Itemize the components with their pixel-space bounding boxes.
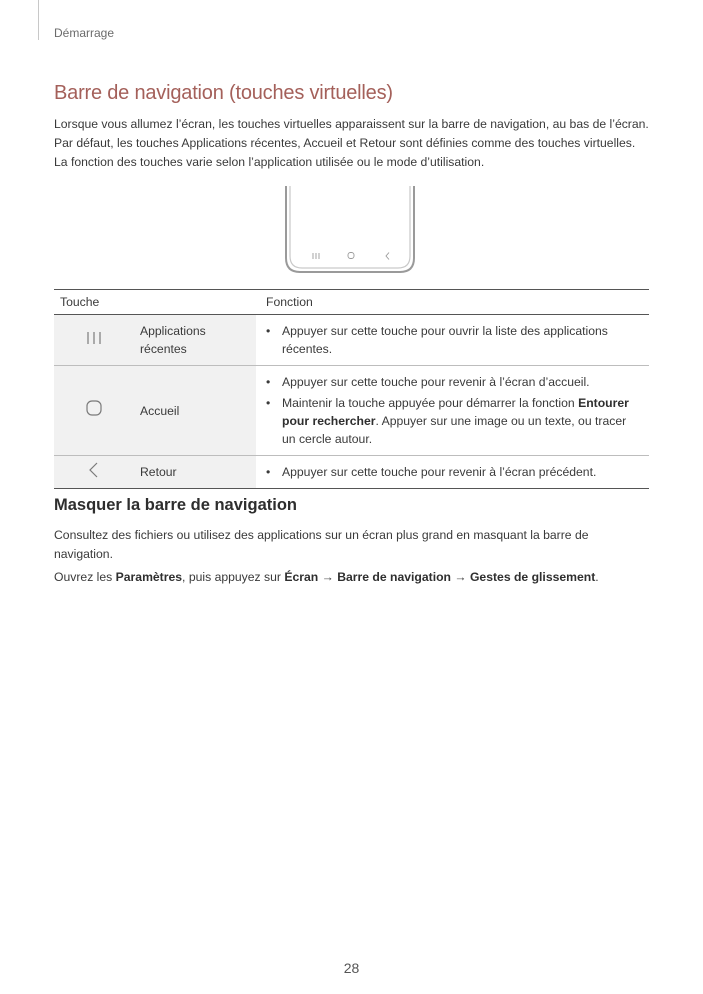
recent-apps-icon [84, 330, 104, 346]
key-description [256, 366, 649, 456]
header-touche: Touche [54, 290, 256, 315]
bullet-item [262, 463, 643, 481]
bullet-item [262, 322, 643, 358]
section-title: Barre de navigation (touches virtuelles) [54, 82, 393, 104]
phone-back-icon [386, 253, 389, 260]
key-description [256, 456, 649, 489]
key-name: Retour [134, 456, 256, 489]
bullet-list [262, 373, 643, 448]
home-icon [85, 399, 103, 417]
key-name: Accueil [134, 366, 256, 456]
text-run: , puis appuyez sur [182, 570, 285, 584]
bold-term: Gestes de glissement [469, 570, 596, 584]
phone-recent-apps-icon [313, 253, 319, 259]
text-run: → [450, 570, 470, 584]
table-row [54, 366, 649, 456]
bullet-item [262, 373, 643, 391]
back-icon [87, 461, 101, 479]
key-icon-cell [54, 366, 134, 456]
subsection-paragraph: Consultez des fichiers ou utilisez des applications sur un écran plus grand en masquant la barre de navigation. [54, 528, 589, 561]
text-run: Appuyer sur cette touche pour ouvrir la liste des applications récentes. [282, 324, 608, 356]
text-run: . [595, 570, 599, 584]
phone-navigation-bar-illustration [282, 186, 418, 274]
page-edge-rule [38, 0, 39, 40]
bold-term: Entourer pour rechercher [282, 396, 629, 428]
key-icon-cell [54, 315, 134, 366]
bold-term: Barre de navigation [337, 570, 451, 584]
header-fonction: Fonction [256, 290, 649, 315]
key-name: Applications récentes [134, 315, 256, 366]
text-run: Maintenir la touche appuyée pour démarrer la fonction [282, 396, 579, 410]
navigation-keys-table [54, 289, 649, 489]
table-row [54, 456, 649, 489]
intro-paragraph: Lorsque vous allumez l’écran, les touches virtuelles apparaissent sur la barre de navigation, au bas de l’écran. Par défaut, les touches Applications récentes, Accueil et Retour sont définies comme des touches virtuelles. La fonction des touches varie selon l’application utilisée ou le mode d’utilisation. [54, 117, 649, 169]
bullet-list [262, 463, 643, 481]
text-run: Appuyer sur cette touche pour revenir à l’écran d’accueil. [282, 375, 590, 389]
bold-term: Paramètres [115, 570, 183, 584]
bullet-list [262, 322, 643, 358]
text-run: → [318, 570, 338, 584]
subsection-title: Masquer la barre de navigation [54, 496, 297, 514]
text-run: Ouvrez les [54, 570, 116, 584]
key-description [256, 315, 649, 366]
table-row [54, 315, 649, 366]
page-number: 28 [343, 960, 360, 976]
bullet-item [262, 394, 643, 448]
table-header-row [54, 290, 649, 315]
settings-path-paragraph [54, 568, 649, 587]
bold-term: Écran [284, 570, 319, 584]
text-run: . Appuyer sur une image ou un texte, ou tracer un cercle autour. [282, 414, 627, 446]
key-icon-cell [54, 456, 134, 489]
chapter-label: Démarrage [54, 26, 115, 40]
phone-home-icon [348, 253, 354, 259]
text-run: Appuyer sur cette touche pour revenir à l’écran précédent. [282, 465, 597, 479]
